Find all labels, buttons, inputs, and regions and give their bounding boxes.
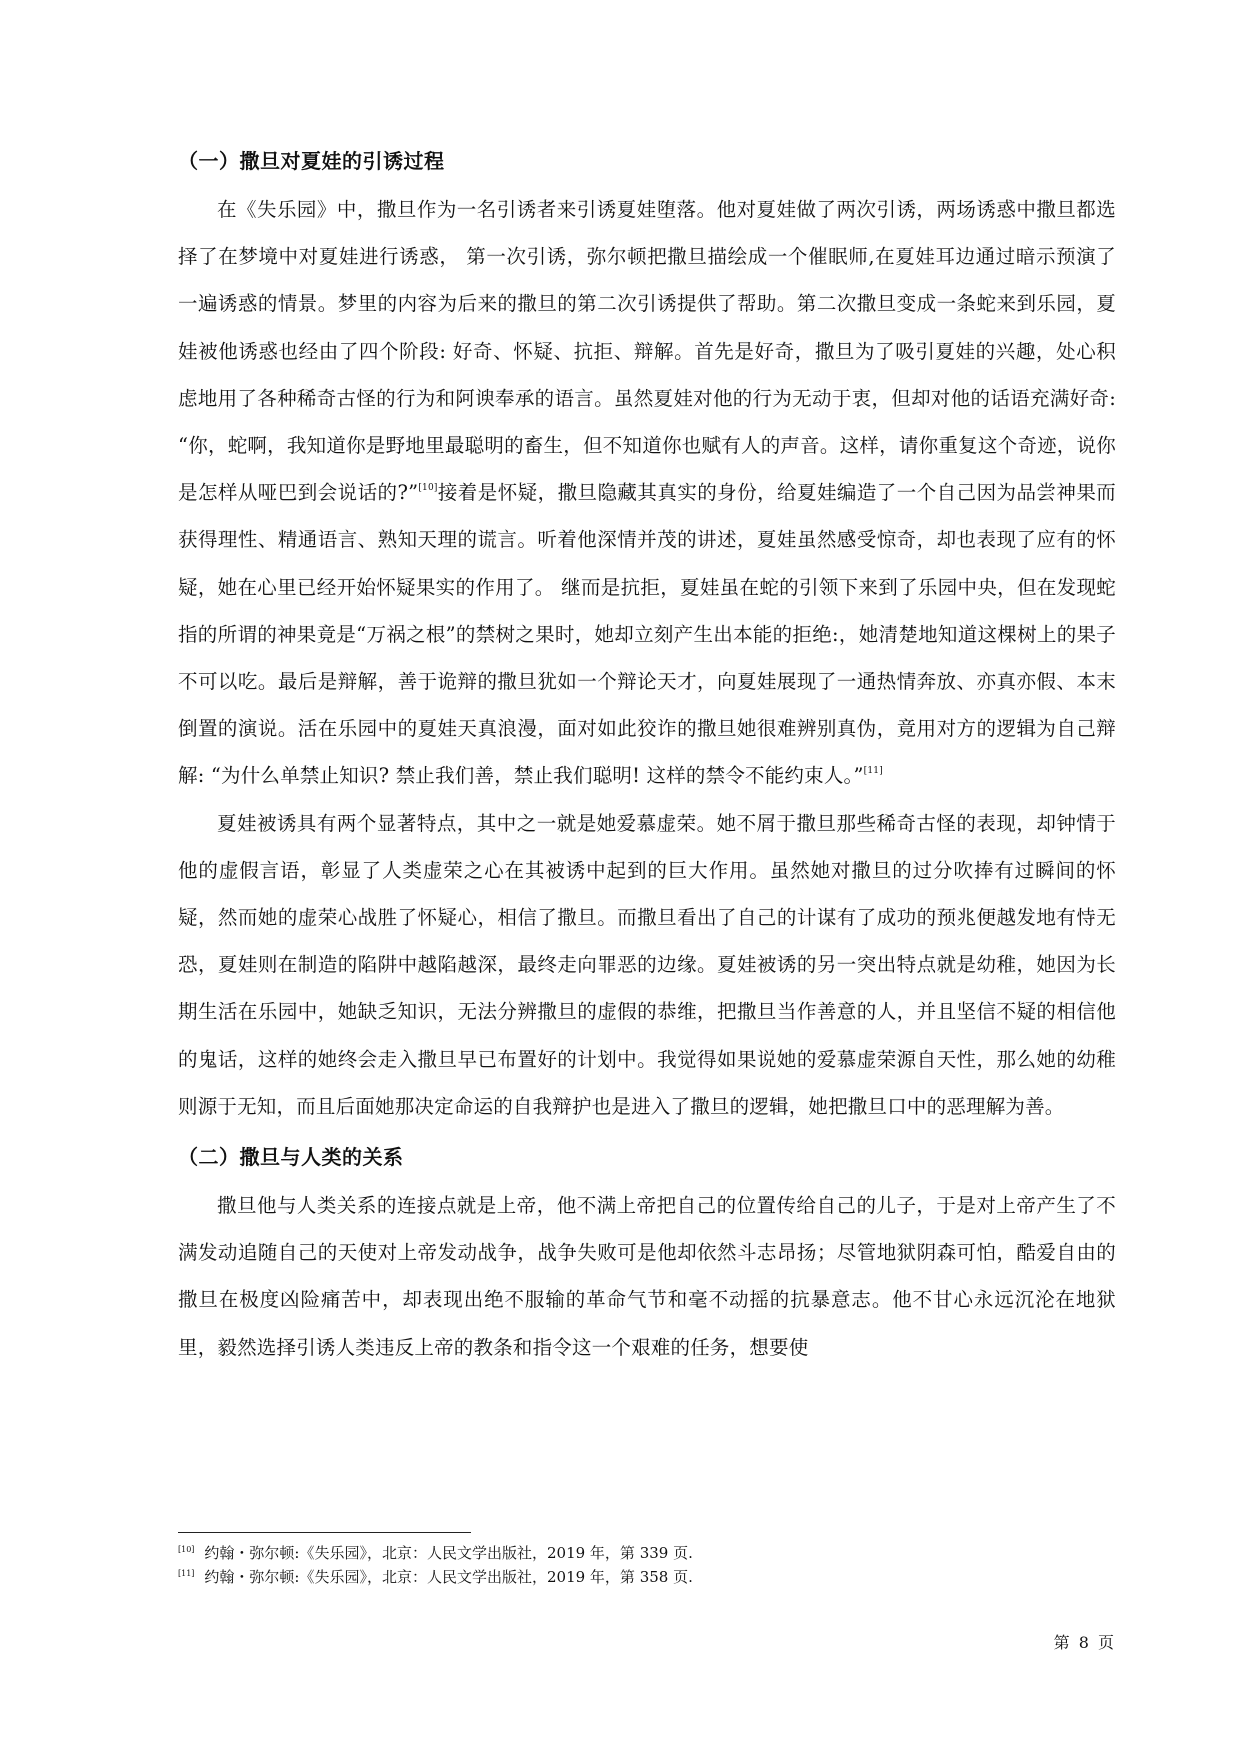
footnote-mark: [10] — [178, 1545, 195, 1554]
paragraph-eve-traits: 夏娃被诱具有两个显著特点，其中之一就是她爱慕虚荣。她不屑于撒旦那些稀奇古怪的表现，却钟情于他的虚假言语，彰显了人类虚荣之心在其被诱中起到的巨大作用。虽然她对撒旦的过分吹捧有过瞬间的怀疑，然而她的虚荣心战胜了怀疑心，相信了撒旦。而撒旦看出了自己的计谋有了成功的预兆便越发地有恃无恐，夏娃则在制造的陷阱中越陷越深，最终走向罪恶的边缘。夏娃被诱的另一突出特点就是幼稚，她因为长期生活在乐园中，她缺乏知识，无法分辨撒旦的虚假的恭维，把撒旦当作善意的人，并且坚信不疑的相信他的鬼话，这样的她终会走入撒旦早已布置好的计划中。我觉得如果说她的爱慕虚荣源自天性，那么她的幼稚则源于无知，而且后面她那决定命运的自我辩护也是进入了撒旦的逻辑，她把撒旦口中的恶理解为善。 — [178, 811, 1116, 1118]
section-heading-1: （一）撒旦对夏娃的引诱过程 — [178, 149, 445, 173]
footnotes — [178, 1541, 1116, 1589]
paragraph-temptation-process — [178, 186, 1116, 800]
paragraph-text: 在《失乐园》中，撒旦作为一名引诱者来引诱夏娃堕落。他对夏娃做了两次引诱，两场诱惑中撒旦都选择了在梦境中对夏娃进行诱惑， 第一次引诱，弥尔顿把撒旦描绘成一个催眠师,在夏娃耳边通过暗示预演了一遍诱惑的情景。梦里的内容为后来的撒旦的第二次引诱提供了帮助。第二次撒旦变成一条蛇来到乐园，夏娃被他诱惑也经由了四个阶段: 好奇、怀疑、抗拒、辩解。首先是好奇，撒旦为了吸引夏娃的兴趣，处心积虑地用了各种稀奇古怪的行为和阿谀奉承的语言。虽然夏娃对他的行为无动于衷，但却对他的话语充满好奇: “你，蛇啊，我知道你是野地里最聪明的畜生，但不知道你也赋有人的声音。这样，请你重复这个奇迹，说你是怎样从哑巴到会说话的?” — [178, 198, 1116, 505]
citation-ref-10[interactable]: [10] — [418, 483, 438, 494]
footnote-10 — [178, 1541, 1116, 1565]
citation-ref-11[interactable]: [11] — [863, 766, 883, 777]
footnote-mark: [11] — [178, 1569, 195, 1578]
main-content — [178, 136, 1116, 1371]
paragraph-text: 接着是怀疑，撒旦隐藏其真实的身份，给夏娃编造了一个自己因为品尝神果而获得理性、精通语言、熟知天理的谎言。听着他深情并茂的讲述，夏娃虽然感受惊奇，却也表现了应有的怀疑，她在心里已经开始怀疑果实的作用了。 继而是抗拒，夏娃虽在蛇的引领下来到了乐园中央，但在发现蛇指的所谓的神果竟是“万祸之根”的禁树之果时，她却立刻产生出本能的拒绝:，她清楚地知道这棵树上的果子不可以吃。最后是辩解，善于诡辩的撒旦犹如一个辩论天才，向夏娃展现了一通热情奔放、亦真亦假、本末倒置的演说。活在乐园中的夏娃天真浪漫，面对如此狡诈的撒旦她很难辨别真伪，竟用对方的逻辑为自己辩解: “为什么单禁止知识? 禁止我们善，禁止我们聪明! 这样的禁令不能约束人。” — [178, 481, 1116, 788]
section-heading-2: （二）撒旦与人类的关系 — [178, 1145, 404, 1170]
footnote-text: 约翰・弥尔顿:《失乐园》，北京：人民文学出版社，2019 年，第 339 页. — [204, 1544, 693, 1562]
footnote-text: 约翰・弥尔顿:《失乐园》，北京：人民文学出版社，2019 年，第 358 页. — [204, 1568, 693, 1586]
paragraph-satan-humanity: 撒旦他与人类关系的连接点就是上帝，他不满上帝把自己的位置传给自己的儿子，于是对上帝产生了不满发动追随自己的天使对上帝发动战争，战争失败可是他却依然斗志昂扬；尽管地狱阴森可怕，酷爱自由的撒旦在极度凶险痛苦中，却表现出绝不服输的革命气节和毫不动摇的抗暴意志。他不甘心永远沉沦在地狱里，毅然选择引诱人类违反上帝的教条和指令这一个艰难的任务，想要使 — [178, 1194, 1116, 1359]
page-number: 第 8 页 — [1053, 1633, 1116, 1652]
footnote-11 — [178, 1565, 1116, 1589]
footnote-divider — [178, 1532, 471, 1533]
